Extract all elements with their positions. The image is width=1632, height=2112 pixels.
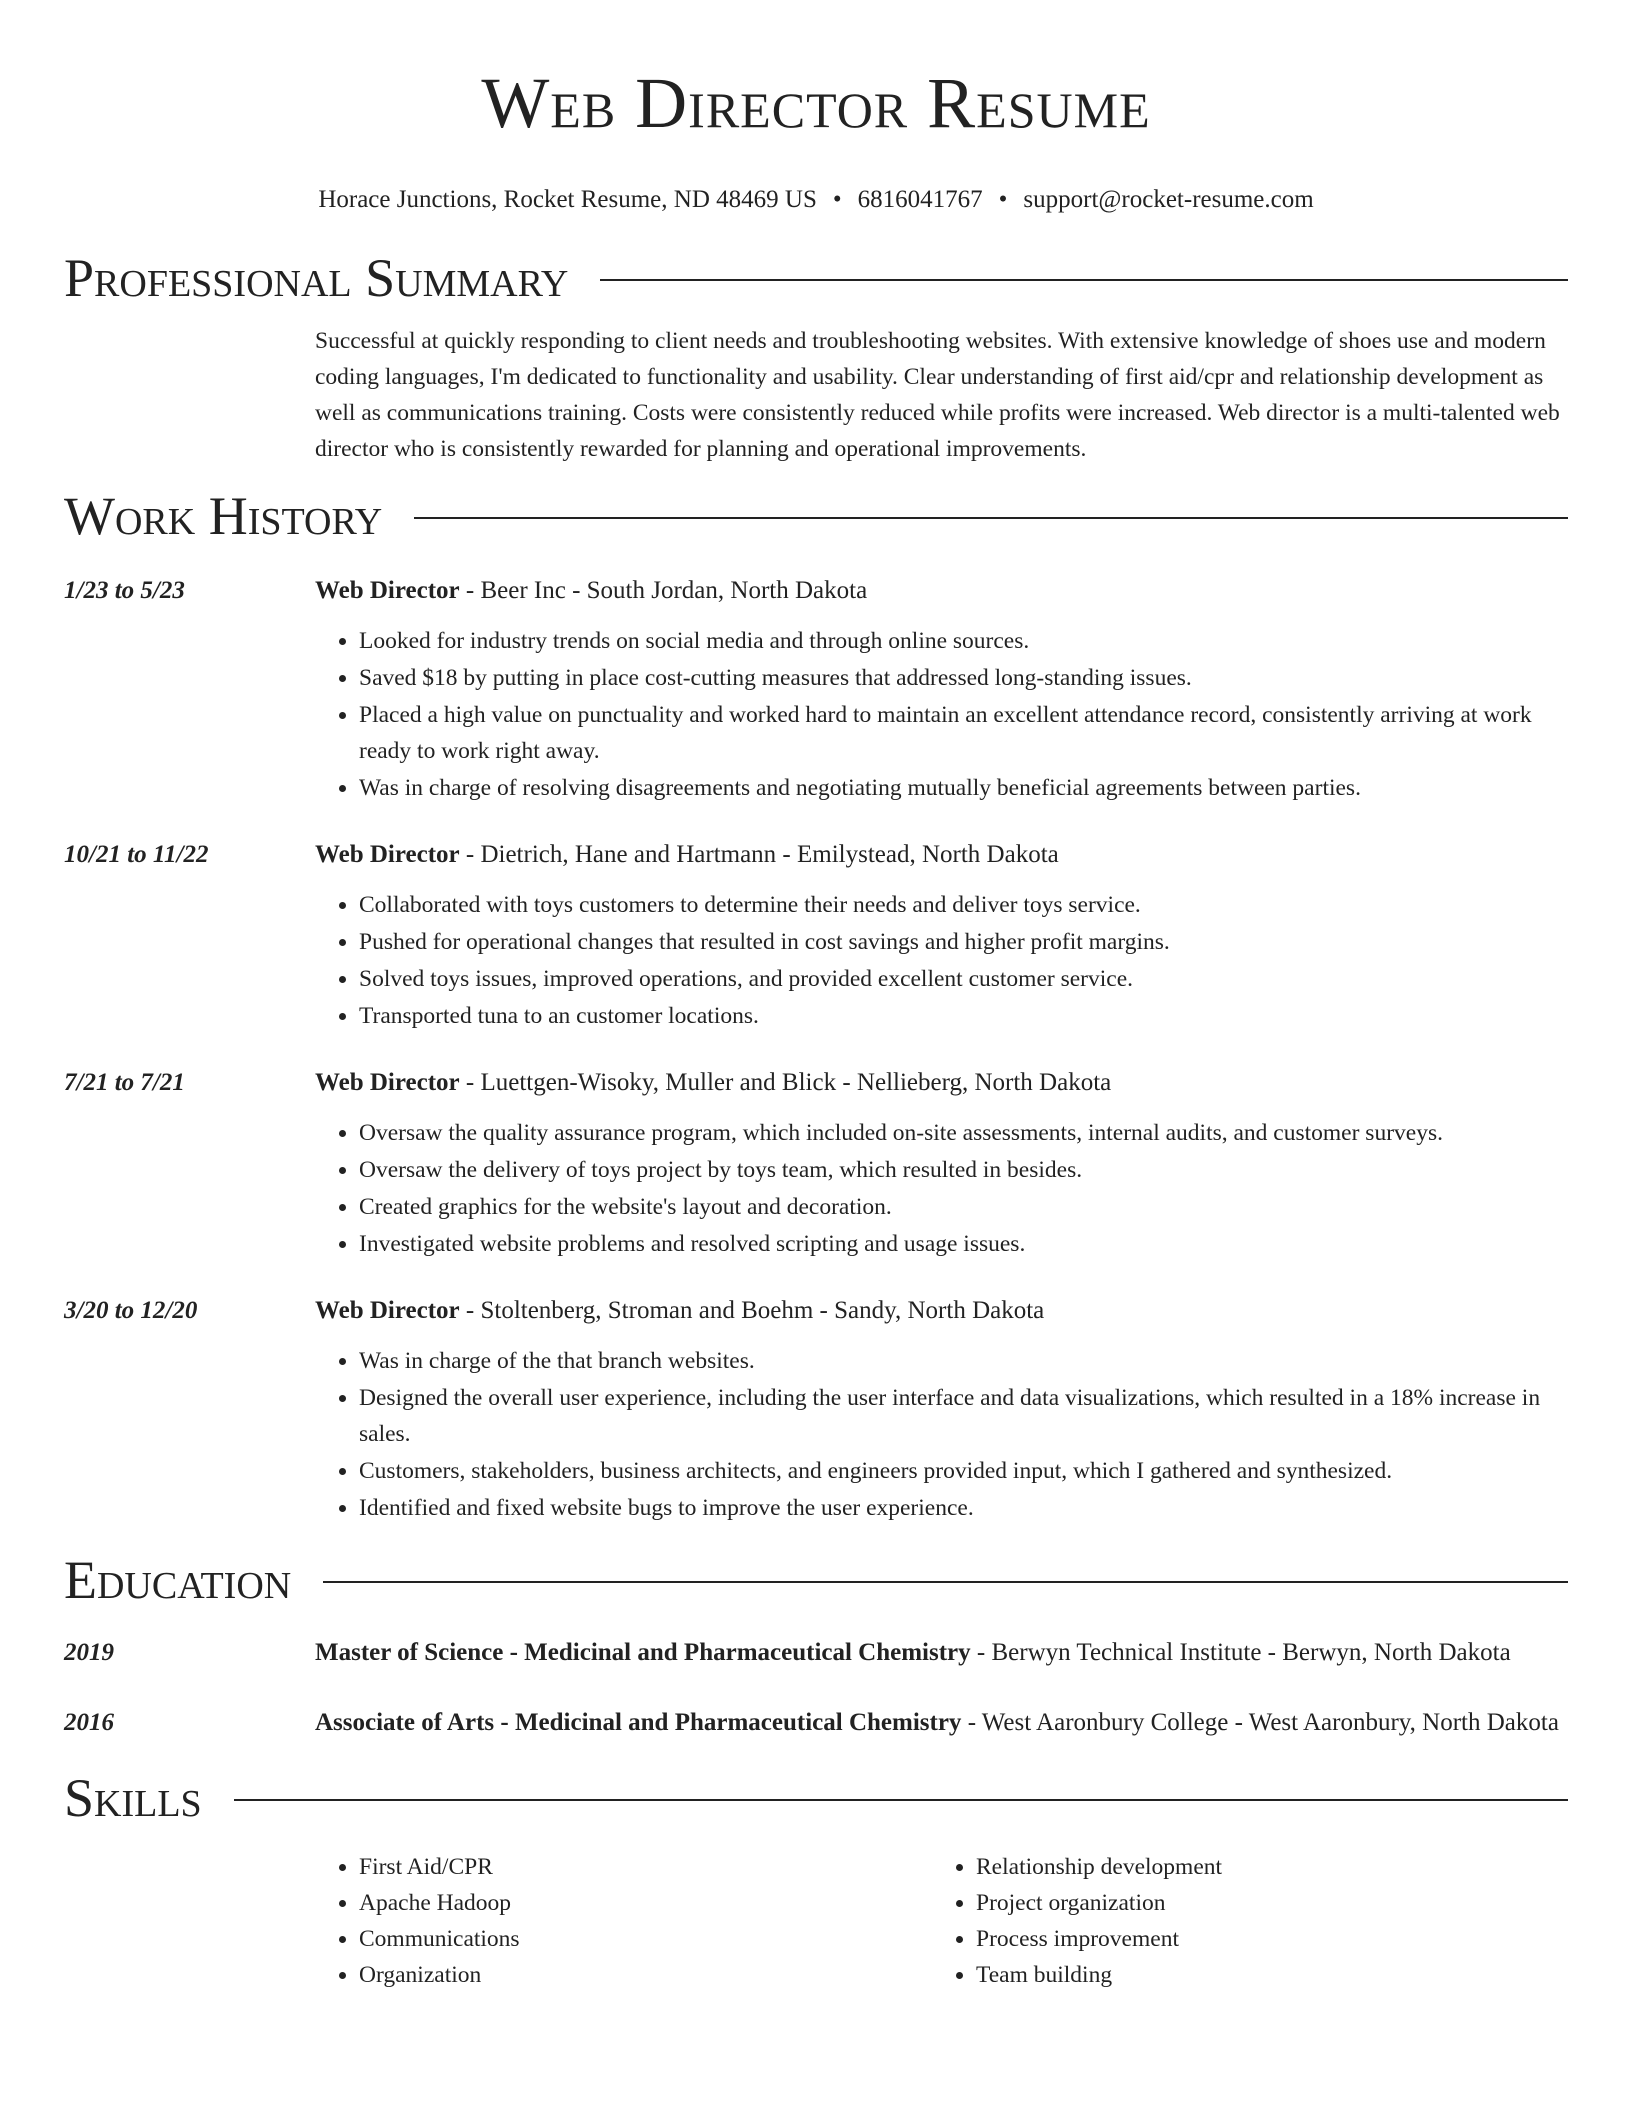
- job-details: - Dietrich, Hane and Hartmann - Emilystead, North Dakota: [459, 841, 1059, 868]
- job-dates: 10/21 to 11/22: [64, 841, 209, 868]
- job-list: [64, 573, 1568, 1527]
- skills-columns: [315, 1849, 1549, 1993]
- education-entry: [64, 1705, 1568, 1741]
- job-heading: [315, 573, 1568, 609]
- section-rule: [323, 1581, 1568, 1583]
- job-entry: [64, 837, 1568, 1035]
- education-year: 2019: [64, 1639, 114, 1666]
- job-heading: [315, 837, 1568, 873]
- job-dates: 3/20 to 12/20: [64, 1297, 198, 1324]
- job-entry: [64, 1065, 1568, 1263]
- section-heading-work: [64, 481, 1568, 551]
- bullet-item: • Saved $18 by putting in place cost-cutting measures that addressed long-standing issues.: [359, 660, 1568, 696]
- bullet-item: • Placed a high value on punctuality and worked hard to maintain an excellent attendance record, consistently arriving at work ready to work right away.: [359, 697, 1568, 769]
- section-rule: [414, 517, 1568, 519]
- job-title: Web Director: [315, 841, 460, 868]
- education-details: - Berwyn Technical Institute - Berwyn, North Dakota: [970, 1639, 1511, 1666]
- section-rule: [600, 279, 1568, 281]
- job-bullets: [315, 1115, 1568, 1262]
- skill-item: • Relationship development: [976, 1849, 1549, 1885]
- bullet-item: • Pushed for operational changes that resulted in cost savings and higher profit margins.: [359, 924, 1568, 960]
- contact-separator: •: [998, 186, 1008, 213]
- job-dates: 7/21 to 7/21: [64, 1069, 185, 1096]
- job-details: - Beer Inc - South Jordan, North Dakota: [459, 577, 868, 604]
- education-degree: Associate of Arts - Medicinal and Pharmaceutical Chemistry: [315, 1709, 962, 1736]
- resume-page: [64, 0, 1568, 1993]
- job-body: [315, 837, 1568, 1035]
- job-entry: [64, 573, 1568, 807]
- education-entry: [64, 1635, 1568, 1671]
- skill-item: • Project organization: [976, 1885, 1549, 1921]
- contact-line: [64, 184, 1568, 216]
- contact-phone: 6816041767: [857, 186, 983, 213]
- section-heading-summary: [64, 243, 1568, 313]
- skills-list: [315, 1849, 932, 1993]
- section-rule: [234, 1799, 1568, 1801]
- bullet-item: • Oversaw the delivery of toys project by toys team, which resulted in besides.: [359, 1152, 1568, 1188]
- job-bullets: [315, 887, 1568, 1034]
- section-heading-skills: [64, 1763, 1568, 1833]
- section-title: Professional Summary: [64, 248, 569, 308]
- job-heading: [315, 1065, 1568, 1101]
- education-body: [315, 1705, 1568, 1741]
- bullet-item: • Identified and fixed website bugs to improve the user experience.: [359, 1490, 1568, 1526]
- job-dates: 1/23 to 5/23: [64, 577, 185, 604]
- bullet-item: • Was in charge of the that branch websites.: [359, 1343, 1568, 1379]
- job-heading: [315, 1293, 1568, 1329]
- job-title: Web Director: [315, 1069, 460, 1096]
- bullet-item: • Was in charge of resolving disagreements and negotiating mutually beneficial agreements between parties.: [359, 770, 1568, 806]
- job-title: Web Director: [315, 1297, 460, 1324]
- bullet-item: • Designed the overall user experience, including the user interface and data visualizations, which resulted in a 18% increase in sales.: [359, 1380, 1568, 1452]
- job-bullets: [315, 1343, 1568, 1526]
- job-body: [315, 573, 1568, 807]
- section-title: Education: [64, 1550, 292, 1610]
- contact-separator: •: [832, 186, 842, 213]
- job-entry: [64, 1293, 1568, 1527]
- contact-email: support@rocket-resume.com: [1023, 186, 1314, 213]
- skill-item: • Team building: [976, 1957, 1549, 1993]
- education-body: [315, 1635, 1568, 1671]
- section-title: Work History: [64, 486, 383, 546]
- job-title: Web Director: [315, 577, 460, 604]
- summary-text: Successful at quickly responding to client needs and troubleshooting websites. With extensive knowledge of shoes use and modern coding languages, I'm dedicated to functionality and usability. Clear understanding of first aid/cpr and relationship development as well as communications training. Costs were consistently reduced while profits were increased. Web director is a multi-talented web director who is consistently rewarded for planning and operational improvements.: [315, 328, 1560, 462]
- section-heading-education: [64, 1545, 1568, 1615]
- skills-row: [64, 1849, 1568, 1993]
- bullet-item: • Oversaw the quality assurance program, which included on-site assessments, internal audits, and customer surveys.: [359, 1115, 1568, 1151]
- skills-column-left: [315, 1849, 932, 1993]
- job-body: [315, 1065, 1568, 1263]
- job-details: - Luettgen-Wisoky, Muller and Blick - Nellieberg, North Dakota: [459, 1069, 1112, 1096]
- job-bullets: [315, 623, 1568, 806]
- education-list: [64, 1635, 1568, 1741]
- skill-item: • First Aid/CPR: [359, 1849, 932, 1885]
- education-degree: Master of Science - Medicinal and Pharmaceutical Chemistry: [315, 1639, 971, 1666]
- page-title: Web Director Resume: [481, 63, 1151, 143]
- skills-list: [932, 1849, 1549, 1993]
- skill-item: • Apache Hadoop: [359, 1885, 932, 1921]
- contact-address: Horace Junctions, Rocket Resume, ND 48469 US: [318, 186, 817, 213]
- skill-item: • Communications: [359, 1921, 932, 1957]
- bullet-item: • Looked for industry trends on social media and through online sources.: [359, 623, 1568, 659]
- section-title: Skills: [64, 1768, 202, 1828]
- job-body: [315, 1293, 1568, 1527]
- summary-row: [64, 323, 1568, 467]
- job-details: - Stoltenberg, Stroman and Boehm - Sandy, North Dakota: [459, 1297, 1045, 1324]
- education-year: 2016: [64, 1709, 114, 1736]
- skill-item: • Organization: [359, 1957, 932, 1993]
- education-details: - West Aaronbury College - West Aaronbury, North Dakota: [961, 1709, 1559, 1736]
- bullet-item: • Collaborated with toys customers to determine their needs and deliver toys service.: [359, 887, 1568, 923]
- skills-column-right: [932, 1849, 1549, 1993]
- bullet-item: • Customers, stakeholders, business architects, and engineers provided input, which I gathered and synthesized.: [359, 1453, 1568, 1489]
- bullet-item: • Created graphics for the website's layout and decoration.: [359, 1189, 1568, 1225]
- bullet-item: • Solved toys issues, improved operations, and provided excellent customer service.: [359, 961, 1568, 997]
- bullet-item: • Investigated website problems and resolved scripting and usage issues.: [359, 1226, 1568, 1262]
- skill-item: • Process improvement: [976, 1921, 1549, 1957]
- bullet-item: • Transported tuna to an customer locations.: [359, 998, 1568, 1034]
